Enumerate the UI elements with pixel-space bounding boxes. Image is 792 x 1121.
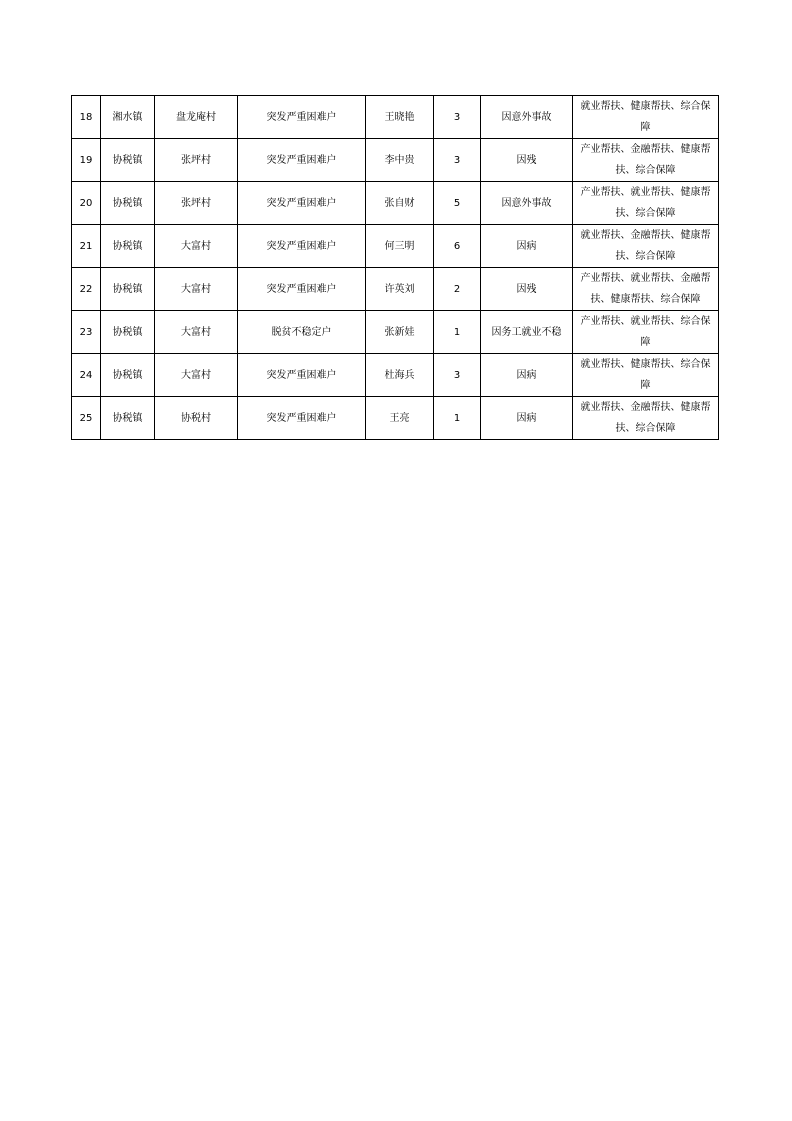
- table-row: [72, 397, 719, 440]
- cell-measures: 就业帮扶、健康帮扶、综合保障: [573, 96, 719, 139]
- table-row: [72, 225, 719, 268]
- cell-household-type: 突发严重困难户: [238, 268, 366, 311]
- cell-index: 24: [72, 354, 101, 397]
- cell-town: 协税镇: [101, 311, 155, 354]
- table-row: [72, 311, 719, 354]
- cell-measures: 就业帮扶、金融帮扶、健康帮扶、综合保障: [573, 397, 719, 440]
- cell-measures: 产业帮扶、就业帮扶、健康帮扶、综合保障: [573, 182, 719, 225]
- cell-town: 协税镇: [101, 139, 155, 182]
- cell-town: 协税镇: [101, 397, 155, 440]
- cell-town: 协税镇: [101, 268, 155, 311]
- table-row: [72, 268, 719, 311]
- cell-name: 王亮: [366, 397, 434, 440]
- cell-name: 王晓艳: [366, 96, 434, 139]
- cell-town: 协税镇: [101, 354, 155, 397]
- cell-cause: 因务工就业不稳: [481, 311, 573, 354]
- cell-village: 大富村: [155, 311, 238, 354]
- cell-name: 何三明: [366, 225, 434, 268]
- cell-measures: 产业帮扶、就业帮扶、金融帮扶、健康帮扶、综合保障: [573, 268, 719, 311]
- cell-index: 21: [72, 225, 101, 268]
- cell-village: 张坪村: [155, 182, 238, 225]
- cell-town: 协税镇: [101, 182, 155, 225]
- cell-name: 许英刘: [366, 268, 434, 311]
- cell-family-size: 2: [434, 268, 481, 311]
- cell-family-size: 1: [434, 397, 481, 440]
- cell-measures: 就业帮扶、健康帮扶、综合保障: [573, 354, 719, 397]
- cell-village: 盘龙庵村: [155, 96, 238, 139]
- cell-cause: 因残: [481, 139, 573, 182]
- cell-measures: 就业帮扶、金融帮扶、健康帮扶、综合保障: [573, 225, 719, 268]
- cell-index: 25: [72, 397, 101, 440]
- cell-cause: 因病: [481, 225, 573, 268]
- table-body: [72, 96, 719, 440]
- cell-household-type: 突发严重困难户: [238, 397, 366, 440]
- records-table: [71, 95, 719, 440]
- cell-name: 张自财: [366, 182, 434, 225]
- table-row: [72, 139, 719, 182]
- cell-town: 湘水镇: [101, 96, 155, 139]
- cell-measures: 产业帮扶、就业帮扶、综合保障: [573, 311, 719, 354]
- cell-household-type: 突发严重困难户: [238, 182, 366, 225]
- cell-household-type: 突发严重困难户: [238, 96, 366, 139]
- cell-measures: 产业帮扶、金融帮扶、健康帮扶、综合保障: [573, 139, 719, 182]
- cell-name: 张新娃: [366, 311, 434, 354]
- cell-village: 协税村: [155, 397, 238, 440]
- cell-cause: 因意外事故: [481, 182, 573, 225]
- cell-household-type: 突发严重困难户: [238, 139, 366, 182]
- cell-index: 23: [72, 311, 101, 354]
- cell-household-type: 突发严重困难户: [238, 354, 366, 397]
- cell-cause: 因意外事故: [481, 96, 573, 139]
- cell-index: 20: [72, 182, 101, 225]
- cell-name: 杜海兵: [366, 354, 434, 397]
- cell-index: 22: [72, 268, 101, 311]
- cell-cause: 因病: [481, 397, 573, 440]
- cell-cause: 因病: [481, 354, 573, 397]
- cell-village: 大富村: [155, 354, 238, 397]
- cell-family-size: 3: [434, 139, 481, 182]
- cell-village: 张坪村: [155, 139, 238, 182]
- table-row: [72, 96, 719, 139]
- cell-family-size: 1: [434, 311, 481, 354]
- cell-village: 大富村: [155, 268, 238, 311]
- cell-index: 18: [72, 96, 101, 139]
- cell-index: 19: [72, 139, 101, 182]
- cell-village: 大富村: [155, 225, 238, 268]
- cell-name: 李中贵: [366, 139, 434, 182]
- cell-family-size: 5: [434, 182, 481, 225]
- cell-household-type: 突发严重困难户: [238, 225, 366, 268]
- table-row: [72, 182, 719, 225]
- cell-cause: 因残: [481, 268, 573, 311]
- cell-household-type: 脱贫不稳定户: [238, 311, 366, 354]
- cell-family-size: 6: [434, 225, 481, 268]
- cell-town: 协税镇: [101, 225, 155, 268]
- table-row: [72, 354, 719, 397]
- cell-family-size: 3: [434, 96, 481, 139]
- cell-family-size: 3: [434, 354, 481, 397]
